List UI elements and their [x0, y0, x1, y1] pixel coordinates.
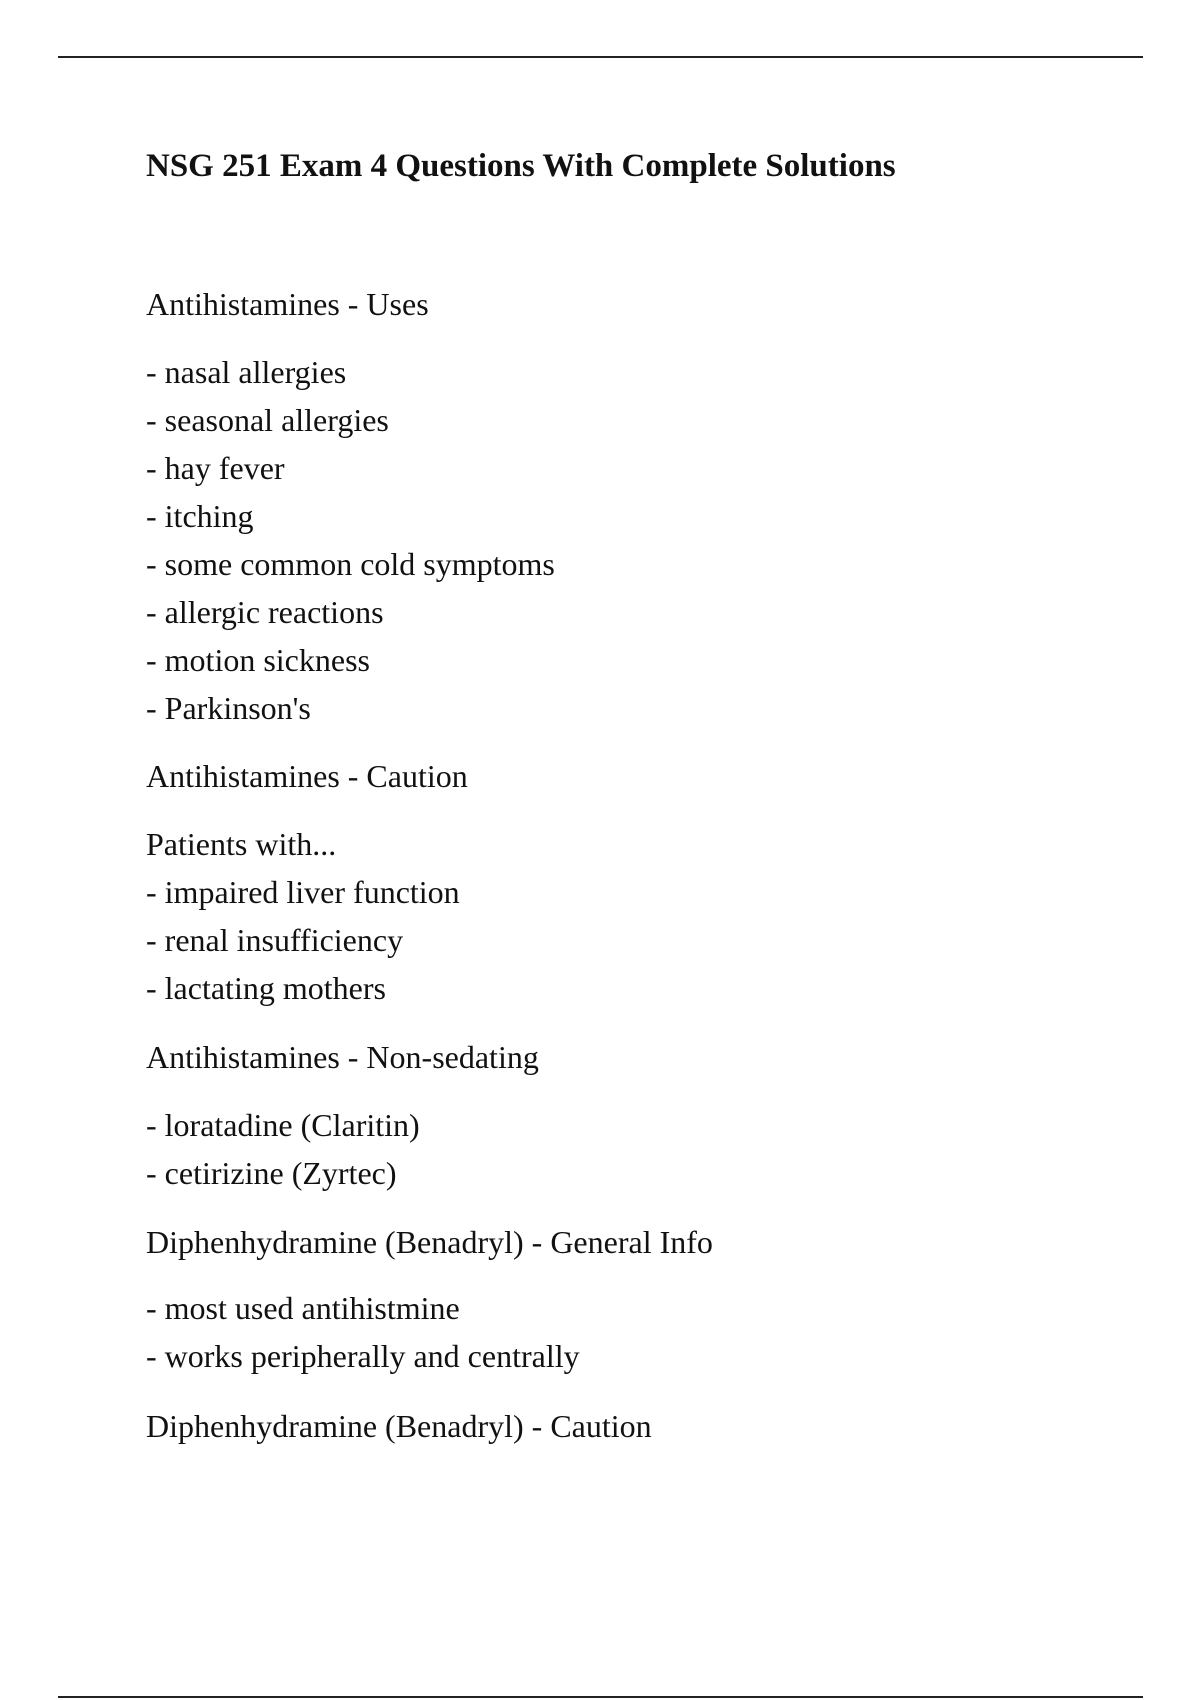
card-term [146, 752, 1106, 800]
definition-line: - loratadine (Claritin) [146, 1107, 420, 1143]
definition-line: - lactating mothers [146, 970, 386, 1006]
card-term [146, 1402, 1106, 1450]
definition-line: - seasonal allergies [146, 402, 389, 438]
definition-line: - works peripherally and centrally [146, 1338, 580, 1374]
definition-line: - nasal allergies [146, 354, 347, 390]
definition-line: - motion sickness [146, 642, 370, 678]
definition-line: - impaired liver function [146, 874, 460, 910]
term-heading: Antihistamines - Non-sedating [146, 1039, 539, 1075]
definition-line: - allergic reactions [146, 594, 384, 630]
top-divider [58, 56, 1143, 58]
definition-line: Patients with... [146, 826, 337, 862]
card-term [146, 1033, 1106, 1081]
definition-line: - hay fever [146, 450, 285, 486]
term-heading: Antihistamines - Uses [146, 286, 429, 322]
card-definition [146, 1284, 1106, 1380]
term-heading: Diphenhydramine (Benadryl) - Caution [146, 1408, 652, 1444]
card-term [146, 280, 1106, 328]
card-definition [146, 1101, 1106, 1197]
document-title: NSG 251 Exam 4 Questions With Complete Solutions [146, 148, 896, 184]
definition-line: - cetirizine (Zyrtec) [146, 1155, 397, 1191]
definition-line: - some common cold symptoms [146, 546, 555, 582]
bottom-divider [58, 1696, 1143, 1698]
definition-line: - itching [146, 498, 254, 534]
definition-line: - most used antihistmine [146, 1290, 460, 1326]
definition-line: - Parkinson's [146, 690, 311, 726]
term-heading: Antihistamines - Caution [146, 758, 468, 794]
term-heading: Diphenhydramine (Benadryl) - General Info [146, 1224, 713, 1260]
definition-line: - renal insufficiency [146, 922, 404, 958]
card-definition [146, 348, 1106, 732]
card-definition [146, 820, 1106, 1012]
card-term [146, 1218, 1106, 1266]
